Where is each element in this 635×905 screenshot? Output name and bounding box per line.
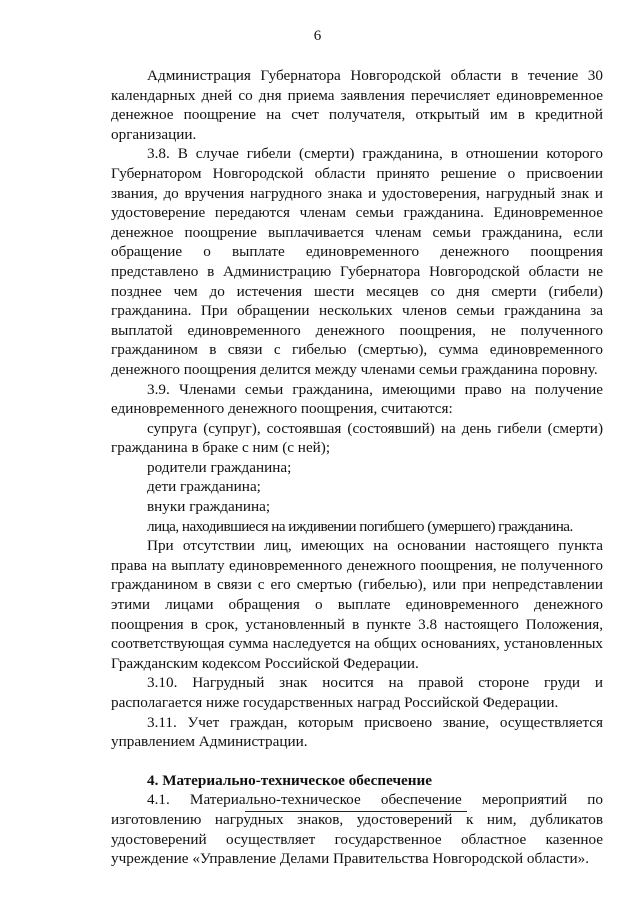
section-4-heading: 4. Материально-техническое обеспечение: [147, 771, 433, 789]
paragraph-3-8: 3.8. В случае гибели (смерти) гражданина, в отношении которого Губернатором Новгородской области принято решение о присвоении звания, до вручения нагрудного знака и удостоверения, нагрудный знак и удостоверение передаются членам семьи гражданина. Единовременное денежное поощрение выплачивается членам семьи гражданина, если обращение о выплате единовременного денежного поощрения представлено в Администрацию Губернатора Новгородской области не позднее чем до истечения шести месяцев со дня смерти (гибели) гражданина. При обращении нескольких членов семьи гражданина за выплатой единовременного денежного поощрения, не полученного гражданином в связи с гибелью (смертью), сумма единовременного денежного поощрения делится между членами семьи гражданина поровну.: [111, 145, 603, 378]
page-number: 6: [313, 28, 322, 44]
family-member-dependents: лица, находившиеся на иждивении погибшего (умершего) гражданина.: [147, 517, 573, 535]
document-body: [111, 66, 603, 869]
paragraph-3-10: 3.10. Нагрудный знак носится на правой стороне груди и располагается ниже государственных наград Российской Федерации.: [111, 674, 603, 711]
paragraph-inheritance: При отсутствии лиц, имеющих на основании настоящего пункта права на выплату единовременного денежного поощрения, не полученного гражданином в связи с его смертью (гибелью), или при непредставлении этими лицами обращения о выплате единовременного денежного поощрения в срок, установленный в пункте 3.8 настоящего Положения, соответствующая сумма наследуется на общих основаниях, установленных Гражданским кодексом Российской Федерации.: [111, 537, 603, 672]
paragraph-4-1: 4.1. Материально-техническое обеспечение мероприятий по изготовлению нагрудных знаков, удостоверений к ним, дубликатов удостоверений осуществляет государственное областное казенное учреждение «Управление Делами Правительства Новгородской области».: [111, 791, 603, 868]
paragraph-3-11: 3.11. Учет граждан, которым присвоено звание, осуществляется управлением Администрации.: [111, 713, 603, 751]
family-member-children: дети гражданина;: [147, 478, 261, 496]
family-member-parents: родители гражданина;: [147, 458, 292, 476]
family-member-grandchildren: внуки гражданина;: [147, 498, 271, 516]
family-member-spouse: супруга (супруг), состоявшая (состоявший) на день гибели (смерти) гражданина в браке с ним (с ней);: [111, 419, 603, 457]
paragraph-3-9: 3.9. Членами семьи гражданина, имеющими право на получение единовременного денежного поощрения, считаются:: [111, 380, 603, 418]
paragraph-payment-term: Администрация Губернатора Новгородской области в течение 30 календарных дней со дня приема заявления перечисляет единовременное денежное поощрение на счет получателя, открытый им в кредитной организации.: [111, 67, 603, 143]
closing-rule-divider: [245, 811, 467, 812]
